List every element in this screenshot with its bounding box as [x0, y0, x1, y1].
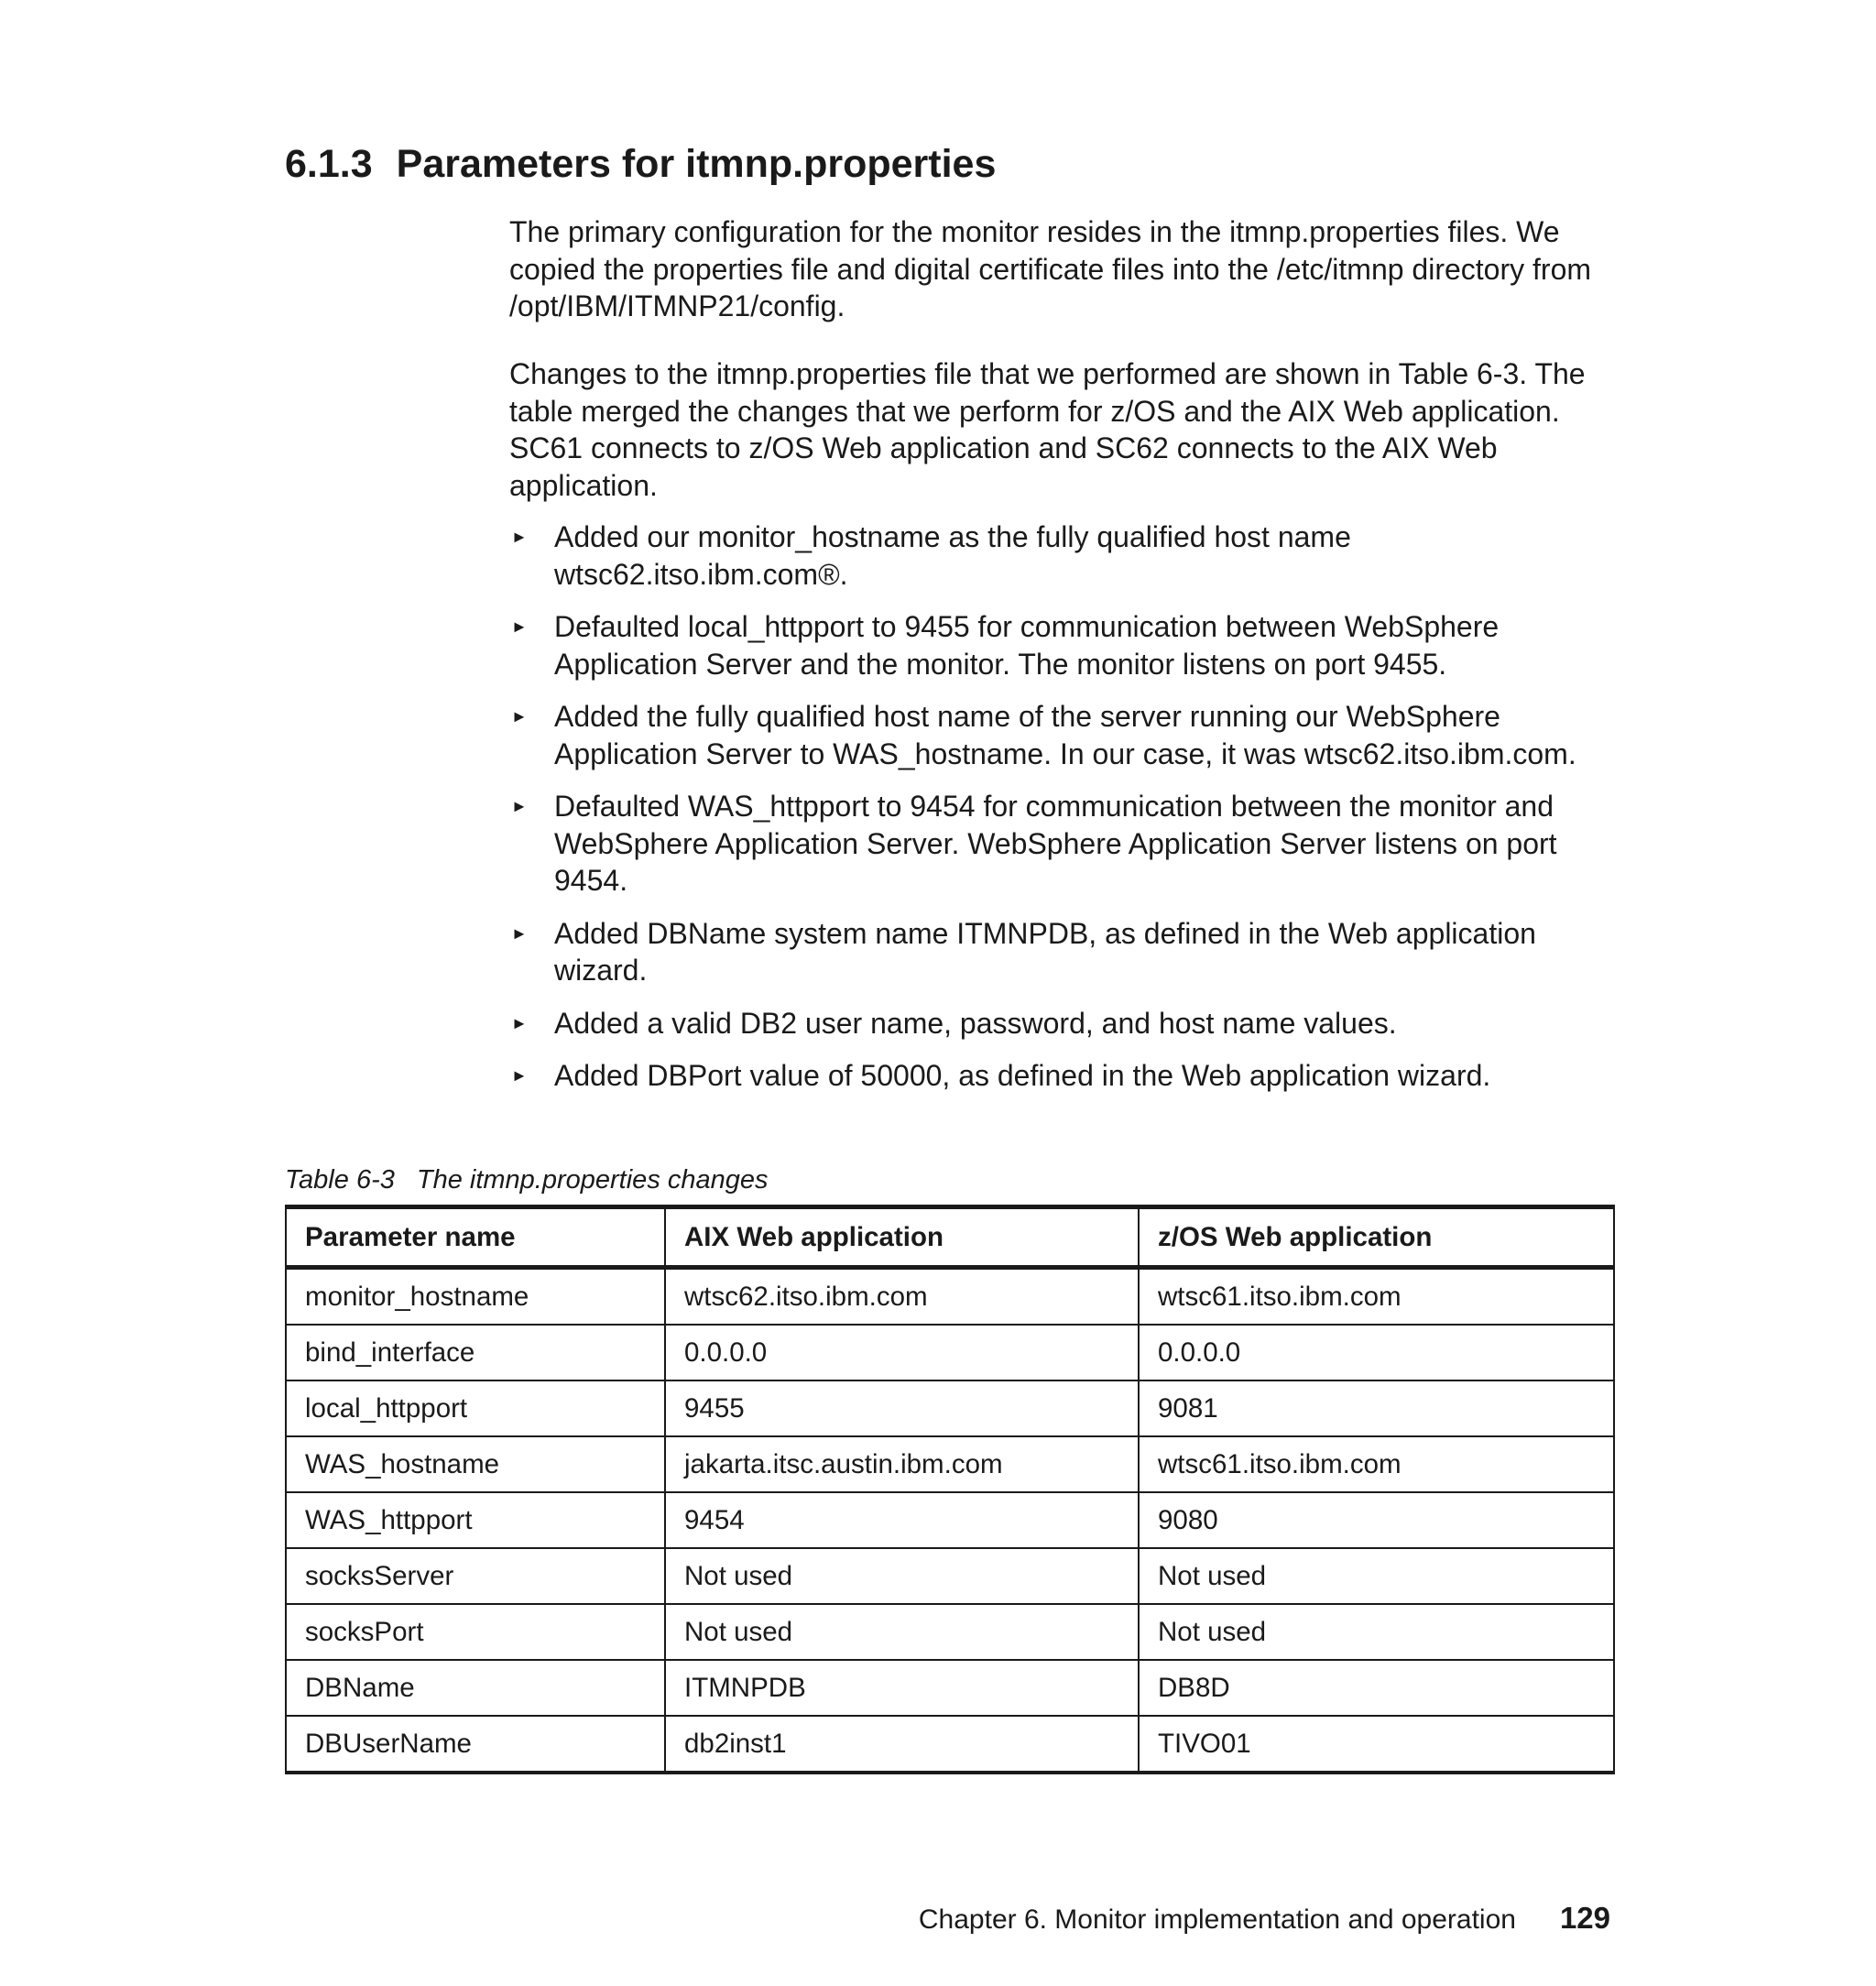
bullet-arrow-icon: ► [511, 528, 528, 546]
table-cell: wtsc61.itso.ibm.com [1139, 1268, 1614, 1326]
table-cell: socksPort [286, 1604, 665, 1660]
table-header-row [286, 1207, 1614, 1268]
table-cell: wtsc61.itso.ibm.com [1139, 1436, 1614, 1492]
page-number: 129 [1559, 1901, 1610, 1935]
table-row [286, 1380, 1614, 1436]
table-cell: monitor_hostname [286, 1268, 665, 1326]
table-cell: 9455 [665, 1380, 1139, 1436]
table-cell: TIVO01 [1139, 1716, 1614, 1773]
table-cell: local_httpport [286, 1380, 665, 1436]
changes-bullet-list [509, 518, 1609, 1110]
table-row [286, 1604, 1614, 1660]
table-cell: DB8D [1139, 1660, 1614, 1716]
bullet-arrow-icon: ► [511, 1013, 528, 1032]
table-cell: 9081 [1139, 1380, 1614, 1436]
bullet-text: Defaulted local_httpport to 9455 for communication between WebSphere Application Server and the monitor. The monitor listens on port 9455. [554, 610, 1500, 681]
table-cell: Not used [1139, 1604, 1614, 1660]
table-cell: WAS_hostname [286, 1436, 665, 1492]
bullet-text: Defaulted WAS_httpport to 9454 for communication between the monitor and WebSphere Application Server. WebSphere Application Server listens on port 9454. [554, 790, 1557, 897]
bullet-item [509, 698, 1609, 772]
table-row [286, 1716, 1614, 1773]
bullet-item [509, 518, 1609, 593]
table-cell: WAS_httpport [286, 1492, 665, 1548]
table-row [286, 1492, 1614, 1548]
table-cell: 9080 [1139, 1492, 1614, 1548]
bullet-arrow-icon: ► [511, 707, 528, 726]
table-cell: ITMNPDB [665, 1660, 1139, 1716]
table-cell: Not used [665, 1548, 1139, 1604]
column-header-zos: z/OS Web application [1139, 1207, 1614, 1268]
page-footer [919, 1901, 1610, 1936]
section-heading [285, 142, 996, 187]
bullet-text: Added DBName system name ITMNPDB, as defined in the Web application wizard. [554, 916, 1536, 987]
table-cell: jakarta.itsc.austin.ibm.com [665, 1436, 1139, 1492]
footer-chapter-title: Chapter 6. Monitor implementation and operation [918, 1904, 1516, 1935]
bullet-item [509, 1005, 1609, 1042]
table-caption-text: The itmnp.properties changes [416, 1165, 769, 1195]
column-header-parameter: Parameter name [286, 1207, 665, 1268]
table-cell: bind_interface [286, 1325, 665, 1380]
bullet-arrow-icon: ► [511, 617, 528, 636]
table-row [286, 1268, 1614, 1326]
bullet-text: Added the fully qualified host name of the server running our WebSphere Application Server to WAS_hostname. In our case, it was wtsc62.itso.ibm.com. [554, 700, 1576, 770]
bullet-item [509, 608, 1609, 682]
table-caption-label: Table 6-3 [285, 1165, 395, 1195]
bullet-text: Added a valid DB2 user name, password, and host name values. [554, 1006, 1397, 1040]
bullet-text: Added DBPort value of 50000, as defined in the Web application wizard. [554, 1059, 1491, 1092]
table-cell: socksServer [286, 1548, 665, 1604]
table-cell: Not used [1139, 1548, 1614, 1604]
table-caption [285, 1165, 769, 1195]
bullet-item [509, 915, 1609, 989]
bullet-arrow-icon: ► [511, 797, 528, 815]
table-cell: DBName [286, 1660, 665, 1716]
table-row [286, 1436, 1614, 1492]
changes-paragraph: Changes to the itmnp.properties file that we performed are shown in Table 6-3. The table merged the changes that we perform for z/OS and the AIX Web application. SC61 connects to z/OS Web application and SC62 connects to the AIX Web application. [509, 357, 1586, 502]
table-cell: wtsc62.itso.ibm.com [665, 1268, 1139, 1326]
bullet-text: Added our monitor_hostname as the fully qualified host name wtsc62.itso.ibm.com®. [554, 520, 1351, 591]
section-title: Parameters for itmnp.properties [396, 142, 997, 186]
table-cell: DBUserName [286, 1716, 665, 1773]
column-header-aix: AIX Web application [665, 1207, 1139, 1268]
bullet-arrow-icon: ► [511, 923, 528, 943]
table-cell: 0.0.0.0 [665, 1325, 1139, 1380]
bullet-item [509, 1057, 1609, 1095]
bullet-item [509, 788, 1609, 900]
table-cell: 9454 [665, 1492, 1139, 1548]
intro-paragraph: The primary configuration for the monitor resides in the itmnp.properties files. We copied the properties file and digital certificate files into the /etc/itmnp directory from /opt/IBM/ITMNP21/config. [509, 215, 1592, 322]
table-cell: Not used [665, 1604, 1139, 1660]
table-row [286, 1548, 1614, 1604]
bullet-arrow-icon: ► [511, 1066, 528, 1085]
table-row [286, 1660, 1614, 1716]
section-number: 6.1.3 [285, 142, 373, 186]
table-cell: 0.0.0.0 [1139, 1325, 1614, 1380]
table-row [286, 1325, 1614, 1380]
properties-table [285, 1205, 1615, 1774]
table-cell: db2inst1 [665, 1716, 1139, 1773]
